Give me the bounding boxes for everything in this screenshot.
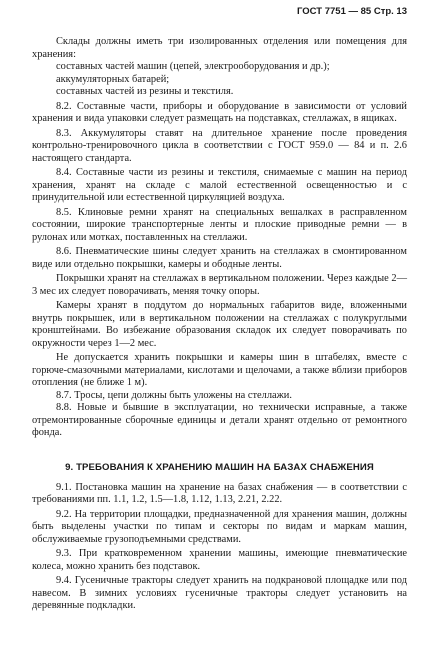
paragraph-8-7: 8.7. Тросы, цепи должны быть уложены на стеллажи. bbox=[56, 389, 292, 401]
paragraph-prohibition: Не допускается хранить покрышки и камеры шин в штабелях, вместе с горюче-смазочными материалами, кислотами и щелочами, а также вблизи приборов отопления (не ближе 1 м). bbox=[32, 352, 407, 388]
body-text bbox=[32, 36, 407, 613]
paragraph-9-1: 9.1. Постановка машин на хранение на базах снабжения — в соответствии с требованиями пп. 1.1, 1.2, 1.5—1.8, 1.12, 1.13, 2.21, 2.22. bbox=[32, 481, 407, 505]
storage-item-batteries: аккумуляторных батарей; bbox=[56, 73, 170, 85]
paragraph-9-3: 9.3. При кратковременном хранении машины, имеющие пневматические колеса, можно хранить без подставок. bbox=[32, 548, 407, 572]
paragraph-8-2: 8.2. Составные части, приборы и оборудование в зависимости от условий хранения и вида упаковки следует размещать на подставках, стеллажах, в ящиках. bbox=[32, 100, 407, 124]
paragraph-8-4: 8.4. Составные части из резины и текстиля, снимаемые с машин на период хранения, хранят на складе с малой естественной освещенностью и с принудительной или естественной циркуляцией воздуха. bbox=[32, 167, 407, 203]
paragraph-9-4: 9.4. Гусеничные тракторы следует хранить на подкрановой площадке или под навесом. В зимних условиях гусеничные тракторы следует установить на деревянные подкладки. bbox=[32, 575, 407, 611]
paragraph-8-3: 8.3. Аккумуляторы ставят на длительное хранение после проведения контрольно-тренировочного цикла в соответствии с ГОСТ 959.0 — 84 и п. 2.6 настоящего стандарта. bbox=[32, 127, 407, 164]
paragraph-9-2: 9.2. На территории площадки, предназначенной для хранения машин, должны быть выделены участки по типам и секторы по видам и маркам машин, обслуживаемые грузоподъемными средствами. bbox=[32, 508, 407, 545]
document-page bbox=[32, 6, 407, 613]
paragraph-tubes: Камеры хранят в поддутом до нормальных габаритов виде, вложенными внутрь покрышек, или в вертикальном положении на стеллажах с полукруглыми кронштейнами. Во избежание образования складок их следует поворачивать по окружности через 1—2 мес. bbox=[32, 300, 407, 349]
paragraph-8-6: 8.6. Пневматические шины следует хранить на стеллажах в смонтированном виде или отдельно покрышки, камеры и ободные ленты. bbox=[32, 246, 407, 270]
page-header: ГОСТ 7751 — 85 Стр. 13 bbox=[297, 6, 407, 17]
storage-item-machine-parts: составных частей машин (цепей, электрооборудования и др.); bbox=[56, 61, 330, 72]
paragraph-storage-intro: Склады должны иметь три изолированных отделения или помещения для хранения: bbox=[32, 36, 407, 60]
storage-item-rubber-textile: составных частей из резины и текстиля. bbox=[56, 86, 234, 97]
section-9-title: 9. ТРЕБОВАНИЯ К ХРАНЕНИЮ МАШИН НА БАЗАХ СНАБЖЕНИЯ bbox=[65, 461, 374, 473]
paragraph-8-5: 8.5. Клиновые ремни хранят на специальных вешалках в расправленном состоянии, широкие транспортерные ленты и плоские приводные ремни — в рулонах или мотках, поставленных на стеллажи. bbox=[32, 206, 407, 243]
paragraph-tyres: Покрышки хранят на стеллажах в вертикальном положении. Через каждые 2—3 мес их следует поворачивать, меняя точку опоры. bbox=[32, 273, 407, 297]
paragraph-8-8: 8.8. Новые и бывшие в эксплуатации, но технически исправные, а также отремонтированные сборочные единицы и детали хранят отдельно от ремонтного фонда. bbox=[32, 402, 407, 438]
